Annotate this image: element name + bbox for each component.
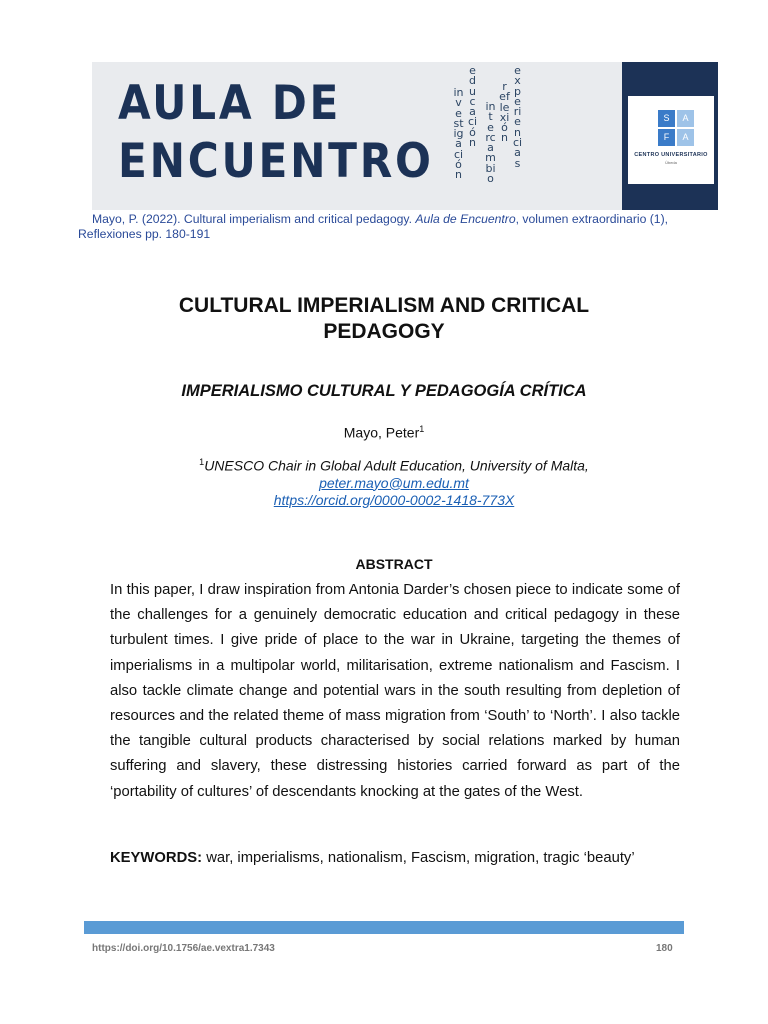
citation	[78, 212, 732, 242]
vertical-word-intercambio: intercambio	[485, 100, 496, 186]
vertical-word-educacion: educación	[467, 64, 478, 150]
affiliation-text: UNESCO Chair in Global Adult Education, University of Malta,	[204, 457, 589, 474]
centro-universitario-sub: Úbeda	[665, 160, 677, 165]
sf-logo-cell: A	[677, 129, 694, 146]
abstract-text: In this paper, I draw inspiration from Antonia Darder’s chosen piece to indicate some of the challenges for a genuinely democratic education and critical pedagogy in these turbulent times. I give pride of place to the war in Ukraine, targeting the themes of imperialisms in a multipolar world, militarisation, extreme nationalism and Fascism. I also tackle climate change and potential wars in the south resulting from depletion of resources and the related theme of mass migration from ‘South’ to ‘North’. I also tackle the tangible cultural products characterised by social relations marked by human suffering and slavery, these distressing histories carried forward as part of the ‘portability of cultures’ of descendants knocking at the gates of the West.	[110, 582, 680, 800]
journal-banner	[92, 62, 718, 210]
keywords	[110, 850, 690, 866]
abstract-heading: ABSTRACT	[355, 556, 433, 572]
vertical-word-reflexion: reflexión	[499, 80, 510, 145]
citation-volume: , volumen extraordinario (1),	[515, 212, 669, 226]
citation-line1	[78, 212, 732, 227]
affiliation-line	[0, 454, 768, 475]
sf-logo-cell: F	[658, 129, 675, 146]
sf-logo-cell: A	[677, 110, 694, 127]
paper-title-line2: PEDAGOGY	[323, 320, 445, 343]
author-name: Mayo, Peter	[343, 424, 420, 441]
sf-logo-icon	[658, 110, 694, 146]
paper-title-line1: CULTURAL IMPERIALISM AND CRITICAL	[178, 294, 590, 317]
paper-title	[0, 293, 768, 345]
footer-bar	[84, 921, 684, 934]
citation-text: Mayo, P. (2022). Cultural imperialism and critical pedagogy.	[92, 212, 416, 226]
citation-line2: Reflexiones pp. 180-191	[78, 227, 211, 241]
author-footnote-mark: 1	[419, 424, 425, 434]
affiliation-footnote-mark: 1	[199, 457, 205, 467]
page-number: 180	[656, 943, 673, 954]
journal-logo-line2: ENCUENTRO	[118, 134, 434, 189]
vertical-word-experiencias: experiencias	[512, 64, 523, 170]
citation-journal: Aula de Encuentro	[415, 212, 516, 226]
orcid-link[interactable]: https://orcid.org/0000-0002-1418-773X	[273, 491, 515, 508]
keywords-label: KEYWORDS:	[110, 850, 203, 866]
doi-link[interactable]: https://doi.org/10.1756/ae.vextra1.7343	[92, 943, 275, 954]
affiliation	[0, 454, 768, 509]
paper-subtitle: IMPERIALISMO CULTURAL Y PEDAGOGÍA CRÍTICA	[181, 382, 587, 400]
centro-universitario-name: CENTRO UNIVERSITARIO	[634, 152, 708, 158]
centro-universitario-logo	[628, 96, 714, 184]
centro-universitario-panel	[622, 62, 718, 210]
keywords-text: war, imperialisms, nationalism, Fascism, migration, tragic ‘beauty’	[202, 850, 635, 866]
vertical-word-investigacion: investigación	[453, 86, 464, 182]
author	[0, 424, 768, 441]
journal-logo-line1: AULA DE	[118, 76, 342, 131]
email-link[interactable]: peter.mayo@um.edu.mt	[319, 474, 469, 491]
sf-logo-cell: S	[658, 110, 675, 127]
